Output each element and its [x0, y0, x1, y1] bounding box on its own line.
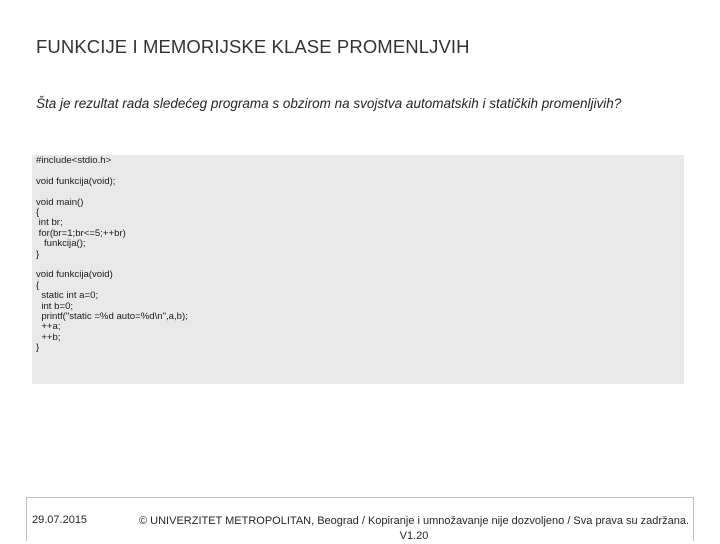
code-line: }: [36, 248, 40, 260]
code-line: for(br=1;br<=5;++br): [36, 227, 126, 239]
code-line: {: [36, 279, 40, 291]
code-line: funkcija();: [36, 238, 86, 250]
copyright-text: © UNIVERZITET METROPOLITAN, Beograd / Kopiranje i umnožavanje nije dozvoljeno / Sva prava su zadržana.: [139, 515, 689, 527]
question-text: Šta je rezultat rada sledećeg programa s obzirom na svojstva automatskih i statičkih promenljivih?: [36, 96, 622, 111]
code-line: void main(): [36, 196, 84, 208]
code-line: }: [36, 342, 40, 354]
code-line: printf("static =%d auto=%d\n",a,b);: [36, 311, 188, 323]
code-line: #include<stdio.h>: [36, 155, 112, 166]
slide-title: FUNKCIJE I MEMORIJSKE KLASE PROMENLJVIH: [36, 36, 470, 57]
footer-date: 29.07.2015: [32, 514, 88, 526]
code-block: [36, 156, 188, 354]
code-line: {: [36, 207, 40, 218]
code-line: static int a=0;: [36, 290, 99, 302]
code-line: ++a;: [36, 321, 61, 333]
code-line: int b=0;: [36, 300, 74, 312]
code-line: int br;: [36, 217, 63, 229]
code-line: void funkcija(void): [36, 269, 113, 281]
version-text: V1.20: [399, 530, 429, 542]
code-line: ++b;: [36, 331, 61, 343]
code-line: void funkcija(void);: [36, 175, 116, 187]
